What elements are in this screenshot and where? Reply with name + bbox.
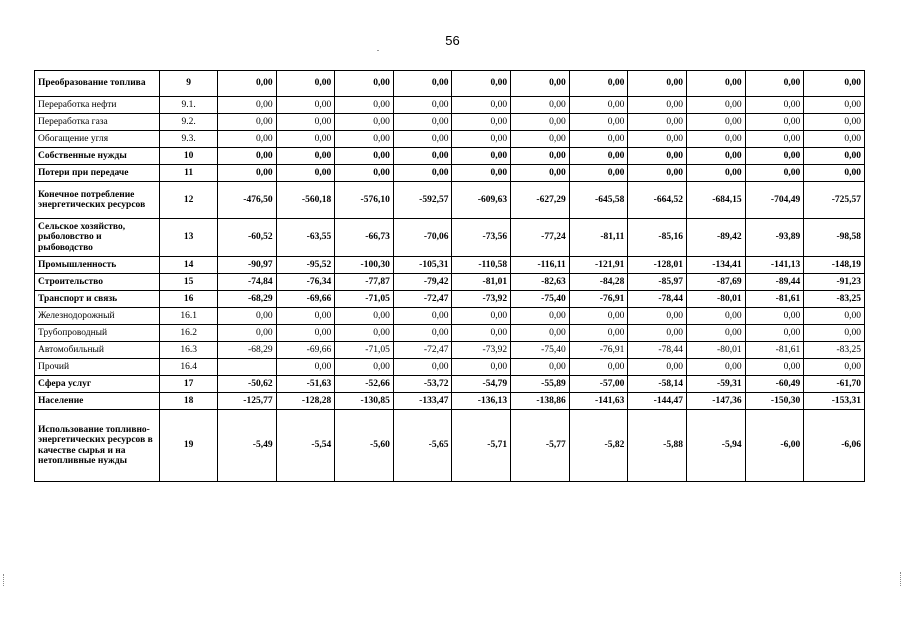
value-cell: 0,00 xyxy=(804,71,865,97)
value-cell: -141,63 xyxy=(569,393,628,410)
row-name-cell: Железнодорожный xyxy=(35,308,160,325)
row-code-cell: 17 xyxy=(160,376,218,393)
value-cell: -5,54 xyxy=(276,410,335,482)
value-cell: -93,89 xyxy=(745,219,804,257)
value-cell: 0,00 xyxy=(393,131,452,148)
table-row xyxy=(35,308,865,325)
row-name-cell: Использование топливно-энергетических ресурсов в качестве сырья и на нетопливные нужды xyxy=(35,410,160,482)
value-cell: -110,58 xyxy=(452,257,511,274)
table-row xyxy=(35,359,865,376)
row-name-cell: Строительство xyxy=(35,274,160,291)
value-cell: -81,11 xyxy=(569,219,628,257)
value-cell: -153,31 xyxy=(804,393,865,410)
table-row xyxy=(35,182,865,219)
value-cell: 0,00 xyxy=(452,71,511,97)
row-code-cell: 14 xyxy=(160,257,218,274)
value-cell: 0,00 xyxy=(628,97,687,114)
value-cell: 0,00 xyxy=(511,325,570,342)
table-row xyxy=(35,342,865,359)
value-cell: -476,50 xyxy=(217,182,276,219)
table-row xyxy=(35,131,865,148)
value-cell: -63,55 xyxy=(276,219,335,257)
row-name-cell: Конечное потребление энергетических ресурсов xyxy=(35,182,160,219)
value-cell: -60,49 xyxy=(745,376,804,393)
value-cell: -89,42 xyxy=(686,219,745,257)
value-cell: -81,61 xyxy=(745,291,804,308)
value-cell: -684,15 xyxy=(686,182,745,219)
row-code-cell: 10 xyxy=(160,148,218,165)
value-cell: -84,28 xyxy=(569,274,628,291)
value-cell: -5,82 xyxy=(569,410,628,482)
value-cell: -100,30 xyxy=(335,257,394,274)
value-cell: -664,52 xyxy=(628,182,687,219)
value-cell: -80,01 xyxy=(686,342,745,359)
value-cell: 0,00 xyxy=(686,325,745,342)
value-cell: -5,65 xyxy=(393,410,452,482)
value-cell: -725,57 xyxy=(804,182,865,219)
table-body xyxy=(35,71,865,482)
value-cell: 0,00 xyxy=(628,71,687,97)
value-cell: 0,00 xyxy=(335,165,394,182)
value-cell: 0,00 xyxy=(686,97,745,114)
value-cell: -148,19 xyxy=(804,257,865,274)
row-code-cell: 18 xyxy=(160,393,218,410)
value-cell: 0,00 xyxy=(217,148,276,165)
value-cell: -73,92 xyxy=(452,291,511,308)
value-cell: 0,00 xyxy=(452,97,511,114)
value-cell: -78,44 xyxy=(628,291,687,308)
value-cell: -609,63 xyxy=(452,182,511,219)
row-code-cell: 9.1. xyxy=(160,97,218,114)
value-cell: -645,58 xyxy=(569,182,628,219)
value-cell: 0,00 xyxy=(569,97,628,114)
row-code-cell: 12 xyxy=(160,182,218,219)
value-cell: 0,00 xyxy=(628,359,687,376)
value-cell: 0,00 xyxy=(276,165,335,182)
value-cell: 0,00 xyxy=(569,308,628,325)
value-cell: -130,85 xyxy=(335,393,394,410)
value-cell: -82,63 xyxy=(511,274,570,291)
row-code-cell: 15 xyxy=(160,274,218,291)
value-cell: -66,73 xyxy=(335,219,394,257)
value-cell: 0,00 xyxy=(217,165,276,182)
value-cell: 0,00 xyxy=(745,165,804,182)
value-cell: 0,00 xyxy=(686,114,745,131)
row-name-cell: Преобразование топлива xyxy=(35,71,160,97)
value-cell: 0,00 xyxy=(452,359,511,376)
value-cell: -91,23 xyxy=(804,274,865,291)
table-row xyxy=(35,376,865,393)
value-cell: 0,00 xyxy=(569,325,628,342)
value-cell: -85,97 xyxy=(628,274,687,291)
value-cell: -73,56 xyxy=(452,219,511,257)
value-cell: 0,00 xyxy=(276,131,335,148)
value-cell: 0,00 xyxy=(569,165,628,182)
row-code-cell: 19 xyxy=(160,410,218,482)
value-cell: -72,47 xyxy=(393,342,452,359)
value-cell: 0,00 xyxy=(745,308,804,325)
value-cell: 0,00 xyxy=(569,359,628,376)
row-code-cell: 16 xyxy=(160,291,218,308)
value-cell: -6,06 xyxy=(804,410,865,482)
value-cell: -68,29 xyxy=(217,291,276,308)
table-row xyxy=(35,97,865,114)
value-cell: -78,44 xyxy=(628,342,687,359)
value-cell: 0,00 xyxy=(452,114,511,131)
scan-edge-mark-left xyxy=(3,574,5,586)
row-name-cell: Собственные нужды xyxy=(35,148,160,165)
value-cell: 0,00 xyxy=(511,165,570,182)
value-cell: -54,79 xyxy=(452,376,511,393)
value-cell: 0,00 xyxy=(686,308,745,325)
value-cell: -76,91 xyxy=(569,342,628,359)
value-cell: 0,00 xyxy=(452,165,511,182)
value-cell: -136,13 xyxy=(452,393,511,410)
value-cell: 0,00 xyxy=(335,359,394,376)
value-cell: 0,00 xyxy=(745,359,804,376)
value-cell: -5,77 xyxy=(511,410,570,482)
value-cell: -134,41 xyxy=(686,257,745,274)
value-cell: -74,84 xyxy=(217,274,276,291)
value-cell: 0,00 xyxy=(511,148,570,165)
value-cell: 0,00 xyxy=(393,165,452,182)
value-cell: 0,00 xyxy=(393,148,452,165)
value-cell: -704,49 xyxy=(745,182,804,219)
value-cell: 0,00 xyxy=(804,148,865,165)
value-cell: 0,00 xyxy=(276,71,335,97)
row-code-cell: 16.3 xyxy=(160,342,218,359)
value-cell: -57,00 xyxy=(569,376,628,393)
value-cell: 0,00 xyxy=(393,308,452,325)
value-cell: 0,00 xyxy=(804,165,865,182)
value-cell: 0,00 xyxy=(511,359,570,376)
value-cell: -68,29 xyxy=(217,342,276,359)
table-row xyxy=(35,71,865,97)
value-cell: -53,72 xyxy=(393,376,452,393)
value-cell: 0,00 xyxy=(686,148,745,165)
value-cell: 0,00 xyxy=(745,131,804,148)
value-cell: -79,42 xyxy=(393,274,452,291)
row-name-cell: Потери при передаче xyxy=(35,165,160,182)
row-name-cell: Сфера услуг xyxy=(35,376,160,393)
value-cell: -627,29 xyxy=(511,182,570,219)
value-cell: -560,18 xyxy=(276,182,335,219)
value-cell: -69,66 xyxy=(276,291,335,308)
value-cell: -576,10 xyxy=(335,182,394,219)
value-cell: 0,00 xyxy=(335,308,394,325)
value-cell: -69,66 xyxy=(276,342,335,359)
value-cell: 0,00 xyxy=(569,131,628,148)
row-name-cell: Население xyxy=(35,393,160,410)
value-cell: -58,14 xyxy=(628,376,687,393)
row-code-cell: 13 xyxy=(160,219,218,257)
value-cell: -73,92 xyxy=(452,342,511,359)
value-cell: -89,44 xyxy=(745,274,804,291)
row-name-cell: Переработка нефти xyxy=(35,97,160,114)
value-cell: -95,52 xyxy=(276,257,335,274)
value-cell: -80,01 xyxy=(686,291,745,308)
table-row xyxy=(35,291,865,308)
value-cell: -59,31 xyxy=(686,376,745,393)
value-cell: 0,00 xyxy=(569,148,628,165)
row-name-cell: Транспорт и связь xyxy=(35,291,160,308)
value-cell: -5,94 xyxy=(686,410,745,482)
value-cell: 0,00 xyxy=(217,114,276,131)
value-cell: 0,00 xyxy=(511,308,570,325)
row-name-cell: Трубопроводный xyxy=(35,325,160,342)
value-cell: 0,00 xyxy=(628,325,687,342)
value-cell: 0,00 xyxy=(276,97,335,114)
scan-edge-mark-right xyxy=(900,572,902,586)
value-cell: 0,00 xyxy=(217,131,276,148)
value-cell: 0,00 xyxy=(276,308,335,325)
value-cell: 0,00 xyxy=(393,359,452,376)
value-cell: 0,00 xyxy=(452,325,511,342)
value-cell: 0,00 xyxy=(393,114,452,131)
value-cell: 0,00 xyxy=(335,325,394,342)
value-cell: 0,00 xyxy=(276,325,335,342)
row-name-cell: Сельское хозяйство, рыболовство и рыбоводство xyxy=(35,219,160,257)
value-cell: -61,70 xyxy=(804,376,865,393)
value-cell: 0,00 xyxy=(511,131,570,148)
value-cell: 0,00 xyxy=(804,131,865,148)
value-cell: -147,36 xyxy=(686,393,745,410)
value-cell: 0,00 xyxy=(745,97,804,114)
table-row xyxy=(35,325,865,342)
value-cell: 0,00 xyxy=(745,71,804,97)
value-cell: -87,69 xyxy=(686,274,745,291)
value-cell: 0,00 xyxy=(569,114,628,131)
value-cell: 0,00 xyxy=(686,131,745,148)
value-cell xyxy=(217,359,276,376)
value-cell: 0,00 xyxy=(628,131,687,148)
value-cell: -72,47 xyxy=(393,291,452,308)
value-cell: -90,97 xyxy=(217,257,276,274)
row-code-cell: 11 xyxy=(160,165,218,182)
value-cell: 0,00 xyxy=(276,359,335,376)
page-number: 56 xyxy=(445,33,460,48)
value-cell: -6,00 xyxy=(745,410,804,482)
value-cell: -83,25 xyxy=(804,291,865,308)
row-name-cell: Прочий xyxy=(35,359,160,376)
value-cell: -76,91 xyxy=(569,291,628,308)
value-cell: 0,00 xyxy=(217,308,276,325)
energy-balance-table xyxy=(34,70,865,482)
value-cell: -128,01 xyxy=(628,257,687,274)
value-cell: -71,05 xyxy=(335,342,394,359)
value-cell: 0,00 xyxy=(335,148,394,165)
value-cell: -105,31 xyxy=(393,257,452,274)
value-cell: 0,00 xyxy=(628,308,687,325)
row-name-cell: Переработка газа xyxy=(35,114,160,131)
value-cell: -77,24 xyxy=(511,219,570,257)
value-cell: -77,87 xyxy=(335,274,394,291)
row-name-cell: Промышленность xyxy=(35,257,160,274)
value-cell: -50,62 xyxy=(217,376,276,393)
value-cell: -70,06 xyxy=(393,219,452,257)
row-code-cell: 9.2. xyxy=(160,114,218,131)
value-cell: -141,13 xyxy=(745,257,804,274)
value-cell: 0,00 xyxy=(686,71,745,97)
value-cell: -85,16 xyxy=(628,219,687,257)
row-code-cell: 16.1 xyxy=(160,308,218,325)
value-cell: -51,63 xyxy=(276,376,335,393)
value-cell: 0,00 xyxy=(276,148,335,165)
value-cell: 0,00 xyxy=(804,114,865,131)
table-row xyxy=(35,410,865,482)
value-cell: 0,00 xyxy=(511,114,570,131)
value-cell: -76,34 xyxy=(276,274,335,291)
value-cell: 0,00 xyxy=(804,325,865,342)
value-cell: 0,00 xyxy=(217,325,276,342)
value-cell: -592,57 xyxy=(393,182,452,219)
value-cell: 0,00 xyxy=(452,148,511,165)
value-cell: -121,91 xyxy=(569,257,628,274)
value-cell: 0,00 xyxy=(804,97,865,114)
table-row xyxy=(35,257,865,274)
value-cell: 0,00 xyxy=(276,114,335,131)
value-cell: -60,52 xyxy=(217,219,276,257)
value-cell: 0,00 xyxy=(217,97,276,114)
value-cell: -125,77 xyxy=(217,393,276,410)
row-code-cell: 9 xyxy=(160,71,218,97)
row-name-cell: Автомобильный xyxy=(35,342,160,359)
row-code-cell: 9.3. xyxy=(160,131,218,148)
value-cell: -71,05 xyxy=(335,291,394,308)
value-cell: -5,49 xyxy=(217,410,276,482)
value-cell: -133,47 xyxy=(393,393,452,410)
value-cell: -81,01 xyxy=(452,274,511,291)
value-cell: 0,00 xyxy=(628,114,687,131)
value-cell: 0,00 xyxy=(335,97,394,114)
value-cell: 0,00 xyxy=(628,148,687,165)
value-cell: 0,00 xyxy=(335,114,394,131)
value-cell: 0,00 xyxy=(745,325,804,342)
value-cell: -5,60 xyxy=(335,410,394,482)
table-row xyxy=(35,148,865,165)
value-cell: 0,00 xyxy=(393,325,452,342)
value-cell: 0,00 xyxy=(335,71,394,97)
value-cell: -144,47 xyxy=(628,393,687,410)
value-cell: 0,00 xyxy=(686,359,745,376)
value-cell: -98,58 xyxy=(804,219,865,257)
value-cell: 0,00 xyxy=(452,131,511,148)
scan-mark xyxy=(377,50,379,51)
value-cell: 0,00 xyxy=(335,131,394,148)
value-cell: 0,00 xyxy=(686,165,745,182)
table-row xyxy=(35,165,865,182)
value-cell: 0,00 xyxy=(804,359,865,376)
table-row xyxy=(35,274,865,291)
row-code-cell: 16.4 xyxy=(160,359,218,376)
row-code-cell: 16.2 xyxy=(160,325,218,342)
value-cell: -52,66 xyxy=(335,376,394,393)
value-cell: -75,40 xyxy=(511,342,570,359)
value-cell: -150,30 xyxy=(745,393,804,410)
value-cell: -5,71 xyxy=(452,410,511,482)
table-row xyxy=(35,393,865,410)
table-row xyxy=(35,114,865,131)
value-cell: 0,00 xyxy=(569,71,628,97)
value-cell: 0,00 xyxy=(628,165,687,182)
value-cell: 0,00 xyxy=(745,148,804,165)
value-cell: -75,40 xyxy=(511,291,570,308)
value-cell: 0,00 xyxy=(745,114,804,131)
value-cell: 0,00 xyxy=(393,97,452,114)
value-cell: 0,00 xyxy=(511,71,570,97)
row-name-cell: Обогащение угля xyxy=(35,131,160,148)
value-cell: -116,11 xyxy=(511,257,570,274)
value-cell: -83,25 xyxy=(804,342,865,359)
value-cell: 0,00 xyxy=(804,308,865,325)
value-cell: 0,00 xyxy=(393,71,452,97)
value-cell: -138,86 xyxy=(511,393,570,410)
value-cell: -55,89 xyxy=(511,376,570,393)
value-cell: -81,61 xyxy=(745,342,804,359)
value-cell: 0,00 xyxy=(511,97,570,114)
table-row xyxy=(35,219,865,257)
value-cell: 0,00 xyxy=(452,308,511,325)
value-cell: -128,28 xyxy=(276,393,335,410)
value-cell: -5,88 xyxy=(628,410,687,482)
value-cell: 0,00 xyxy=(217,71,276,97)
